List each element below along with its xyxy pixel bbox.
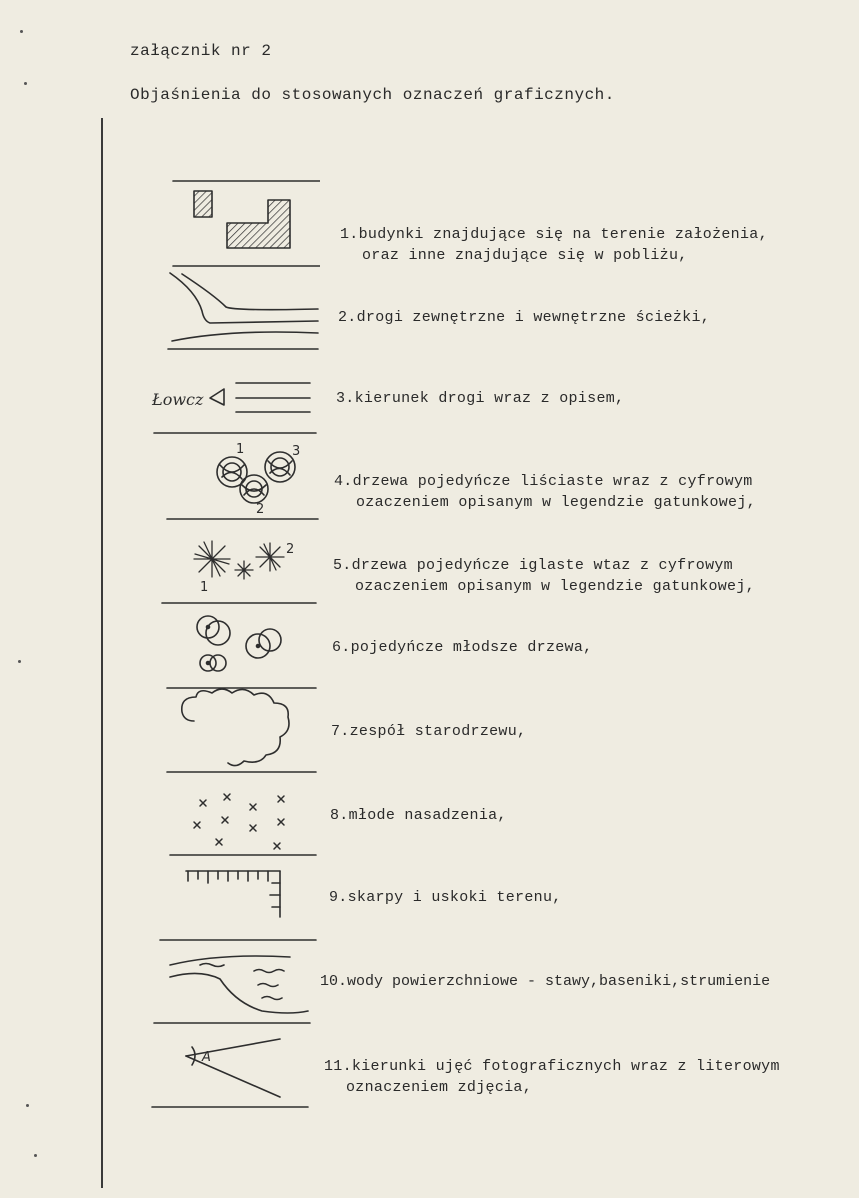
legend-item-11 [324,1056,780,1098]
paper-speck [24,82,27,85]
coniferous-trees-icon [194,541,294,595]
legend-number: 1. [340,226,359,243]
legend-text: kierunek drogi wraz z opisem, [354,390,625,407]
legend-item-6 [332,637,592,658]
paper-speck [18,660,21,663]
legend-symbols [140,165,320,1110]
young-plantings-icon [194,794,284,849]
legend-text: budynki znajdujące się na terenie założenia, [358,226,768,243]
legend-item-2 [338,307,710,328]
coniferous-number-2: 2 [286,542,295,557]
paper-speck [26,1104,29,1107]
legend-item-5 [333,555,755,597]
deciduous-number-3: 3 [292,444,301,459]
photo-direction-label: A [202,1050,211,1065]
deciduous-number-2: 2 [256,502,265,517]
annex-label: załącznik nr 2 [130,42,272,60]
legend-item-7 [331,721,526,742]
legend-text: drzewa pojedyńcze iglaste wtaz z cyfrowym [351,557,733,574]
margin-line [101,118,103,1188]
legend-number: 6. [332,639,351,656]
legend-text: drzewa pojedyńcze liściaste wraz z cyfrowym [352,473,753,490]
photo-direction-icon [186,1039,280,1097]
legend-number: 10. [320,973,348,990]
paper-speck [20,30,23,33]
legend-text-continued: ozaczeniem opisanym w legendzie gatunkowej, [356,494,756,511]
legend-item-4 [334,471,756,513]
legend-number: 11. [324,1058,352,1075]
road-direction-icon [151,383,310,412]
legend-text: skarpy i uskoki terenu, [347,889,562,906]
buildings-icon [194,191,290,248]
slopes-icon [186,871,280,917]
legend-number: 2. [338,309,357,326]
legend-item-9 [329,887,562,908]
paper-speck [34,1154,37,1157]
legend-text: drogi zewnętrzne i wewnętrzne ścieżki, [356,309,711,326]
legend-item-10 [320,971,770,992]
legend-text-continued: oznaczeniem zdjęcia, [346,1079,533,1096]
legend-number: 8. [330,807,349,824]
legend-item-8 [330,805,507,826]
legend-number: 9. [329,889,348,906]
roads-icon [170,273,318,341]
legend-number: 7. [331,723,350,740]
road-direction-label: Łowcz [152,390,204,409]
legend-text-continued: oraz inne znajdujące się w pobliżu, [362,247,688,264]
old-tree-stand-icon [182,689,289,766]
legend-text: młode nasadzenia, [348,807,507,824]
legend-item-1 [340,224,768,266]
legend-text: zespół starodrzewu, [349,723,527,740]
deciduous-number-1: 1 [236,442,245,457]
legend-text: pojedyńcze młodsze drzewa, [350,639,593,656]
legend-text: wody powierzchniowe - stawy,baseniki,strumienie [347,973,771,990]
page-title: Objaśnienia do stosowanych oznaczeń graficznych. [130,86,615,104]
legend-number: 4. [334,473,353,490]
legend-number: 5. [333,557,352,574]
surface-water-icon [170,956,308,1013]
legend-number: 3. [336,390,355,407]
legend-text-continued: ozaczeniem opisanym w legendzie gatunkowej, [355,578,755,595]
legend-item-3 [336,388,624,409]
coniferous-number-1: 1 [200,580,209,595]
deciduous-trees-icon [217,442,300,517]
young-trees-icon [197,616,281,671]
legend-text: kierunki ujęć fotograficznych wraz z literowym [351,1058,780,1075]
separator-lines [152,181,320,1107]
